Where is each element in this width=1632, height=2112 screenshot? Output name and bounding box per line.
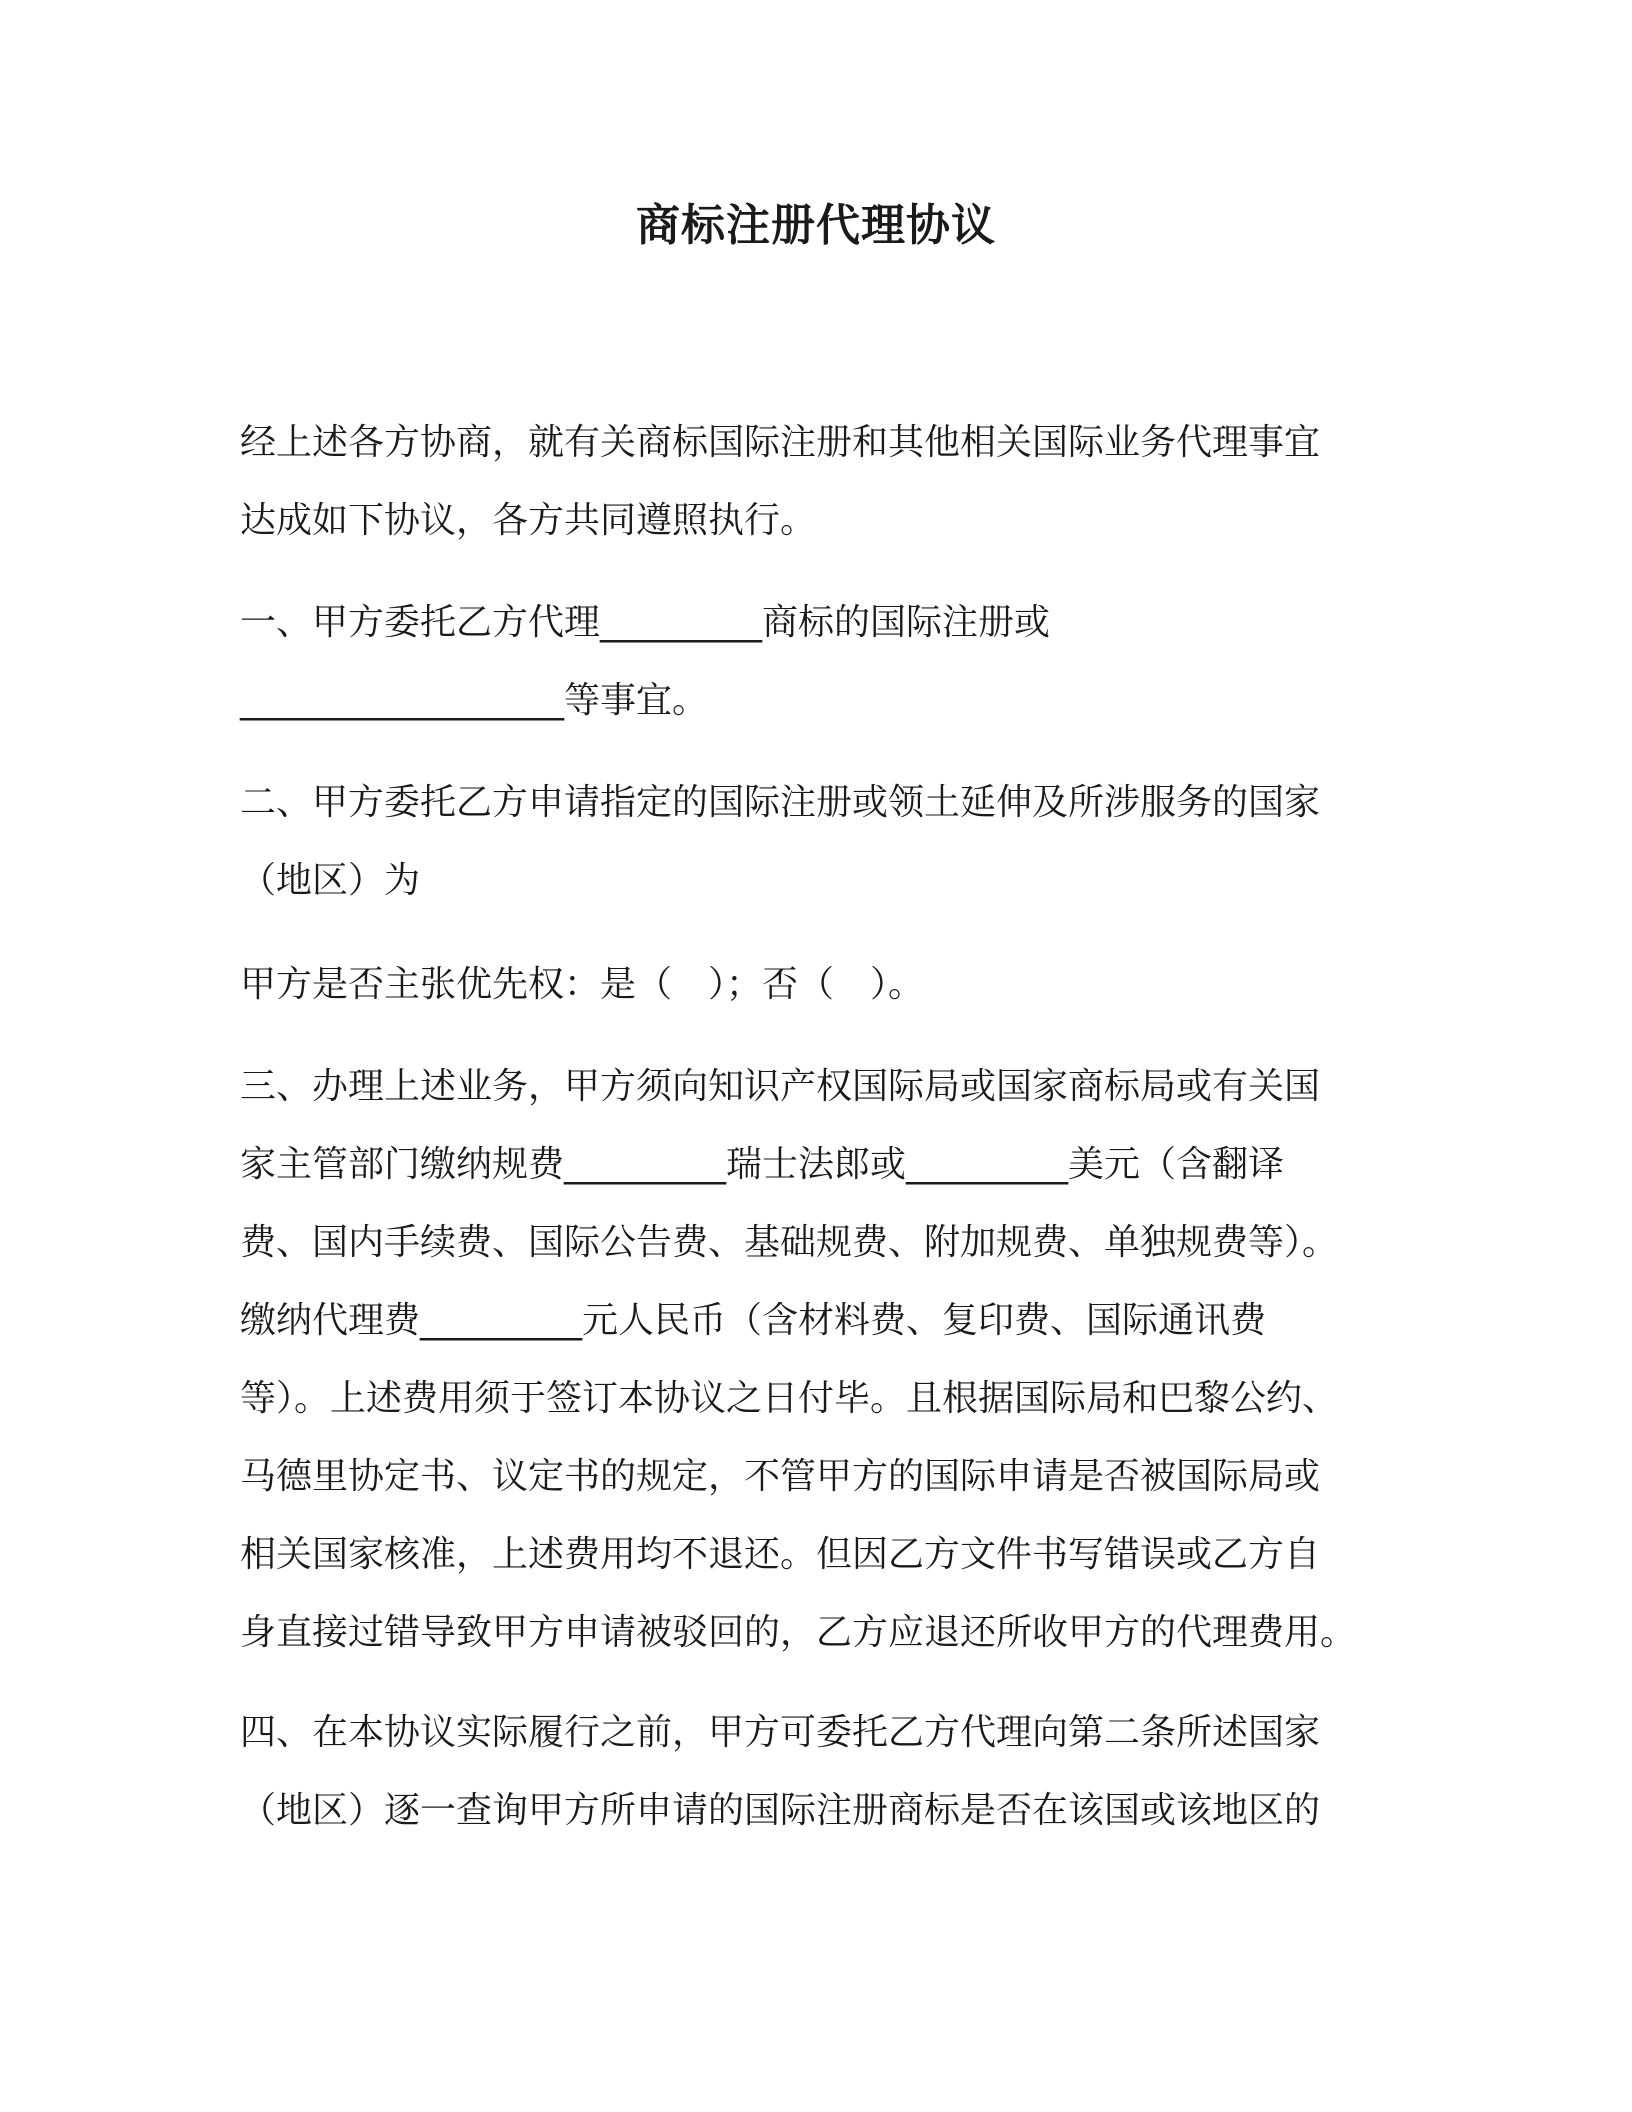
text-line: 甲方是否主张优先权：是（ ）；否（ ）。 [240,964,925,1005]
text-line: __________________等事宜。 [240,680,709,721]
text-line: 身直接过错导致甲方申请被驳回的，乙方应退还所收甲方的代理费用。 [240,1612,1357,1653]
text-line: 家主管部门缴纳规费_________瑞士法郎或_________美元（含翻译 [240,1144,1285,1185]
text-line: 三、办理上述业务，甲方须向知识产权国际局或国家商标局或有关国 [240,1066,1321,1107]
text-line: 二、甲方委托乙方申请指定的国际注册或领土延伸及所涉服务的国家 [240,782,1321,823]
text-line: 相关国家核准，上述费用均不退还。但因乙方文件书写错误或乙方自 [240,1534,1321,1575]
text-line: 等）。上述费用须于签订本协议之日付毕。且根据国际局和巴黎公约、 [240,1378,1339,1419]
text-line: 缴纳代理费_________元人民币（含材料费、复印费、国际通讯费 [240,1300,1267,1341]
text-line: （地区）逐一查询甲方所申请的国际注册商标是否在该国或该地区的 [240,1790,1321,1831]
text-line: 四、在本协议实际履行之前，甲方可委托乙方代理向第二条所述国家 [240,1712,1321,1753]
clause-2 [240,764,1390,920]
text-line: 马德里协定书、议定书的规定，不管甲方的国际申请是否被国际局或 [240,1456,1321,1497]
text-line: 经上述各方协商，就有关商标国际注册和其他相关国际业务代理事宜 [240,422,1321,463]
text-line: 达成如下协议，各方共同遵照执行。 [240,500,817,541]
clause-1 [240,584,1390,740]
text-line: 费、国内手续费、国际公告费、基础规费、附加规费、单独规费等）。 [240,1222,1339,1263]
document-title: 商标注册代理协议 [636,200,996,251]
text-line: 一、甲方委托乙方代理_________商标的国际注册或 [240,602,1051,643]
paragraph-preamble [240,404,1390,560]
clause-3 [240,1048,1390,1672]
text-line: （地区）为 [240,860,421,901]
priority-claim [240,946,1390,1024]
clause-4 [240,1694,1390,1850]
